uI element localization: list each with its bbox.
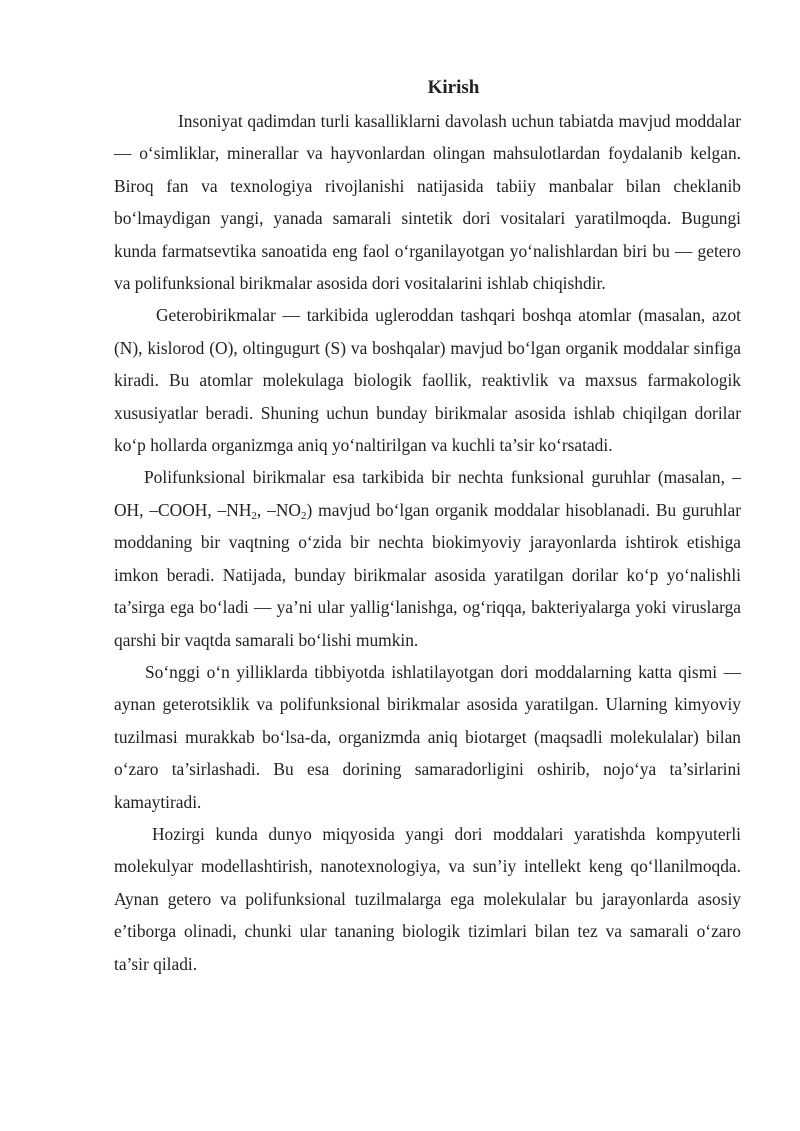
paragraph-recent-decades: So‘nggi o‘n yilliklarda tibbiyotda ishlatilayotgan dori moddalarning katta qismi — aynan geterotsiklik va polifunksional birikmalar asosida yaratilgan. Ularning kimyoviy tuzilmasi murakkab bo‘lsa-da, organizmda aniq biotarget (maqsadli molekulalar) bilan o‘zaro ta’sirlashadi. Bu esa dorining samaradorligini oshirib, nojo‘ya ta’sirlarini kamaytiradi. bbox=[114, 661, 741, 812]
paragraph-introduction: Insoniyat qadimdan turli kasalliklarni davolash uchun tabiatda mavjud moddalar — o‘simliklar, minerallar va hayvonlardan olingan mahsulotlardan foydalanib kelgan. Biroq fan va texnologiya rivojlanishi natijasida tabiiy manbalar bilan cheklanib bo‘lmaydigan yangi, yanada samarali sintetik dori vositalari yaratilmoqda. Bugungi kunda farmatsevtika sanoatida eng faol o‘rganilayotgan yo‘nalishlardan biri bu — getero va polifunksional birikmalar asosida dori vositalarini ishlab chiqishdir. bbox=[114, 111, 741, 294]
document-page bbox=[114, 74, 741, 980]
paragraph-text-segment: Polifunksional birikmalar esa tarkibida bir nechta funksional guruhlar (masalan, –OH, –COOH, bbox=[114, 467, 741, 520]
formula-separator: , bbox=[256, 499, 268, 520]
formula-no2 bbox=[267, 500, 306, 520]
formula-subscript: 2 bbox=[251, 509, 257, 522]
paragraph-polyfunctional bbox=[114, 461, 741, 655]
paragraph-text-segment: ) mavjud bo‘lgan organik moddalar hisoblanadi. Bu guruhlar moddaning bir vaqtning o‘zida bir nechta biokimyoviy jarayonlarda ishtirok etishiga imkon beradi. Natijada, bunday birikmalar asosida yaratilgan dorilar ko‘p yo‘nalishli ta’sirga ega bo‘ladi — ya’ni ular yallig‘lanishga, og‘riqqa, bakteriyalarga yoki viruslarga qarshi bir vaqtda samarali bo‘lishi mumkin. bbox=[114, 499, 742, 650]
formula-prefix: –NO bbox=[267, 499, 301, 520]
formula-nh2 bbox=[218, 500, 257, 520]
paragraph-modern-methods: Hozirgi kunda dunyo miqyosida yangi dori moddalari yaratishda kompyuterli molekulyar modellashtirish, nanotexnologiya, va sun’iy intellekt keng qo‘llanilmoqda. Aynan getero va polifunksional tuzilmalarga ega molekulalar bu jarayonlarda asosiy e’tiborga olinadi, chunki ular tananing biologik tizimlari bilan tez va samarali o‘zaro ta’sir qiladi. bbox=[114, 823, 741, 974]
paragraph-heterocompounds: Geterobirikmalar — tarkibida ugleroddan tashqari boshqa atomlar (masalan, azot (N), kislorod (O), oltingugurt (S) va boshqalar) mavjud bo‘lgan organik moddalar sinfiga kiradi. Bu atomlar molekulaga biologik faollik, reaktivlik va maxsus farmakologik xususiyatlar beradi. Shuning uchun bunday birikmalar asosida ishlab chiqilgan dorilar ko‘p hollarda organizmga aniq yo‘naltirilgan va kuchli ta’sir ko‘rsatadi. bbox=[114, 305, 741, 456]
page-title: Kirish bbox=[427, 77, 480, 98]
formula-subscript: 2 bbox=[300, 509, 307, 522]
formula-prefix: –NH bbox=[217, 499, 252, 520]
